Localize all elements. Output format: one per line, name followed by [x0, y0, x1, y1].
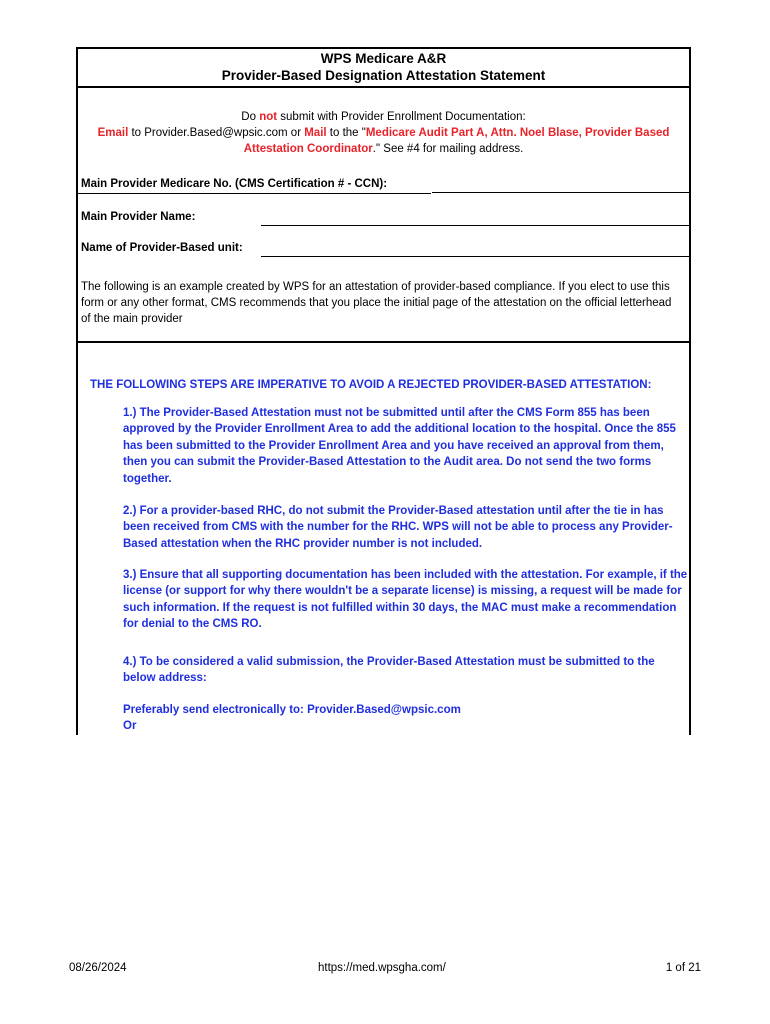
notice-text: Do	[241, 111, 260, 123]
mail-address-part2: Attestation Coordinator	[243, 143, 373, 155]
field-input-provider-name[interactable]	[261, 225, 691, 226]
step-2: 2.) For a provider-based RHC, do not submit the Provider-Based attestation until after the tie in has been received from CMS with the number for the RHC. WPS will not be able to process any Provider-Based attestation when the RHC provider number is not included.	[123, 505, 673, 550]
notice-text: submit with Provider Enrollment Documentation:	[277, 111, 526, 123]
footer-date: 08/26/2024	[69, 962, 127, 974]
step-3: 3.) Ensure that all supporting documentation has been included with the attestation. For example, if the license (or support for why there wouldn't be a separate license) is missing, a request will be made for such information. If the request is not fulfilled within 30 days, the MAC must make a recommendation for denial to the CMS RO.	[123, 569, 688, 631]
intro-paragraph: The following is an example created by WPS for an attestation of provider-based compliance. If you elect to use this form or any other format, CMS recommends that you place the initial page of the attestation on the official letterhead of the main provider	[81, 281, 672, 325]
submission-notice	[78, 109, 689, 157]
email-label: Email	[97, 127, 129, 139]
field-label-provider-name: Main Provider Name:	[81, 211, 196, 223]
mail-text: to the "	[326, 127, 366, 139]
field-divider	[78, 193, 431, 194]
mail-label: Mail	[304, 127, 327, 139]
notice-tail: ." See #4 for mailing address.	[372, 143, 524, 155]
step-4: 4.) To be considered a valid submission, the Provider-Based Attestation must be submitted to the below address:	[123, 656, 655, 685]
field-label-ccn: Main Provider Medicare No. (CMS Certification # - CCN):	[81, 178, 388, 190]
title-line-1: WPS Medicare A&R	[320, 51, 447, 66]
step-1: 1.) The Provider-Based Attestation must not be submitted until after the CMS Form 855 has been approved by the Provider Enrollment Area to add the additional location to the hospital. Once the 855 has been submitted to the Provider Enrollment Area and you have received an approval from them, then you can submit the Provider-Based Attestation to the Audit area. Do not send the two forms together.	[123, 407, 676, 485]
notice-line-3	[78, 141, 689, 157]
notice-line-1	[78, 109, 689, 125]
electronic-line: Preferably send electronically to: Provider.Based@wpsic.com	[123, 704, 461, 716]
steps-box	[76, 343, 691, 735]
title-area	[78, 49, 689, 88]
field-input-pb-unit[interactable]	[261, 256, 691, 257]
or-line: Or	[123, 720, 137, 733]
footer-page-number: 1 of 21	[665, 962, 701, 974]
footer-url[interactable]: https://med.wpsgha.com/	[318, 962, 446, 974]
email-text: to Provider.Based@wpsic.com or	[128, 127, 305, 139]
notice-not-emphasis: not	[259, 111, 278, 123]
title-line-2: Provider-Based Designation Attestation Statement	[221, 68, 546, 83]
attestation-header-box	[76, 47, 691, 343]
mail-address-part1: Medicare Audit Part A, Attn. Noel Blase, Provider Based	[365, 127, 670, 139]
field-label-pb-unit: Name of Provider-Based unit:	[81, 242, 243, 254]
notice-line-2	[78, 125, 689, 141]
steps-heading: THE FOLLOWING STEPS ARE IMPERATIVE TO AVOID A REJECTED PROVIDER-BASED ATTESTATION:	[90, 379, 652, 391]
field-row-provider-name	[78, 209, 689, 229]
field-row-pb-unit	[78, 240, 689, 260]
electronic-submission	[123, 702, 688, 735]
field-input-ccn[interactable]	[432, 192, 691, 193]
